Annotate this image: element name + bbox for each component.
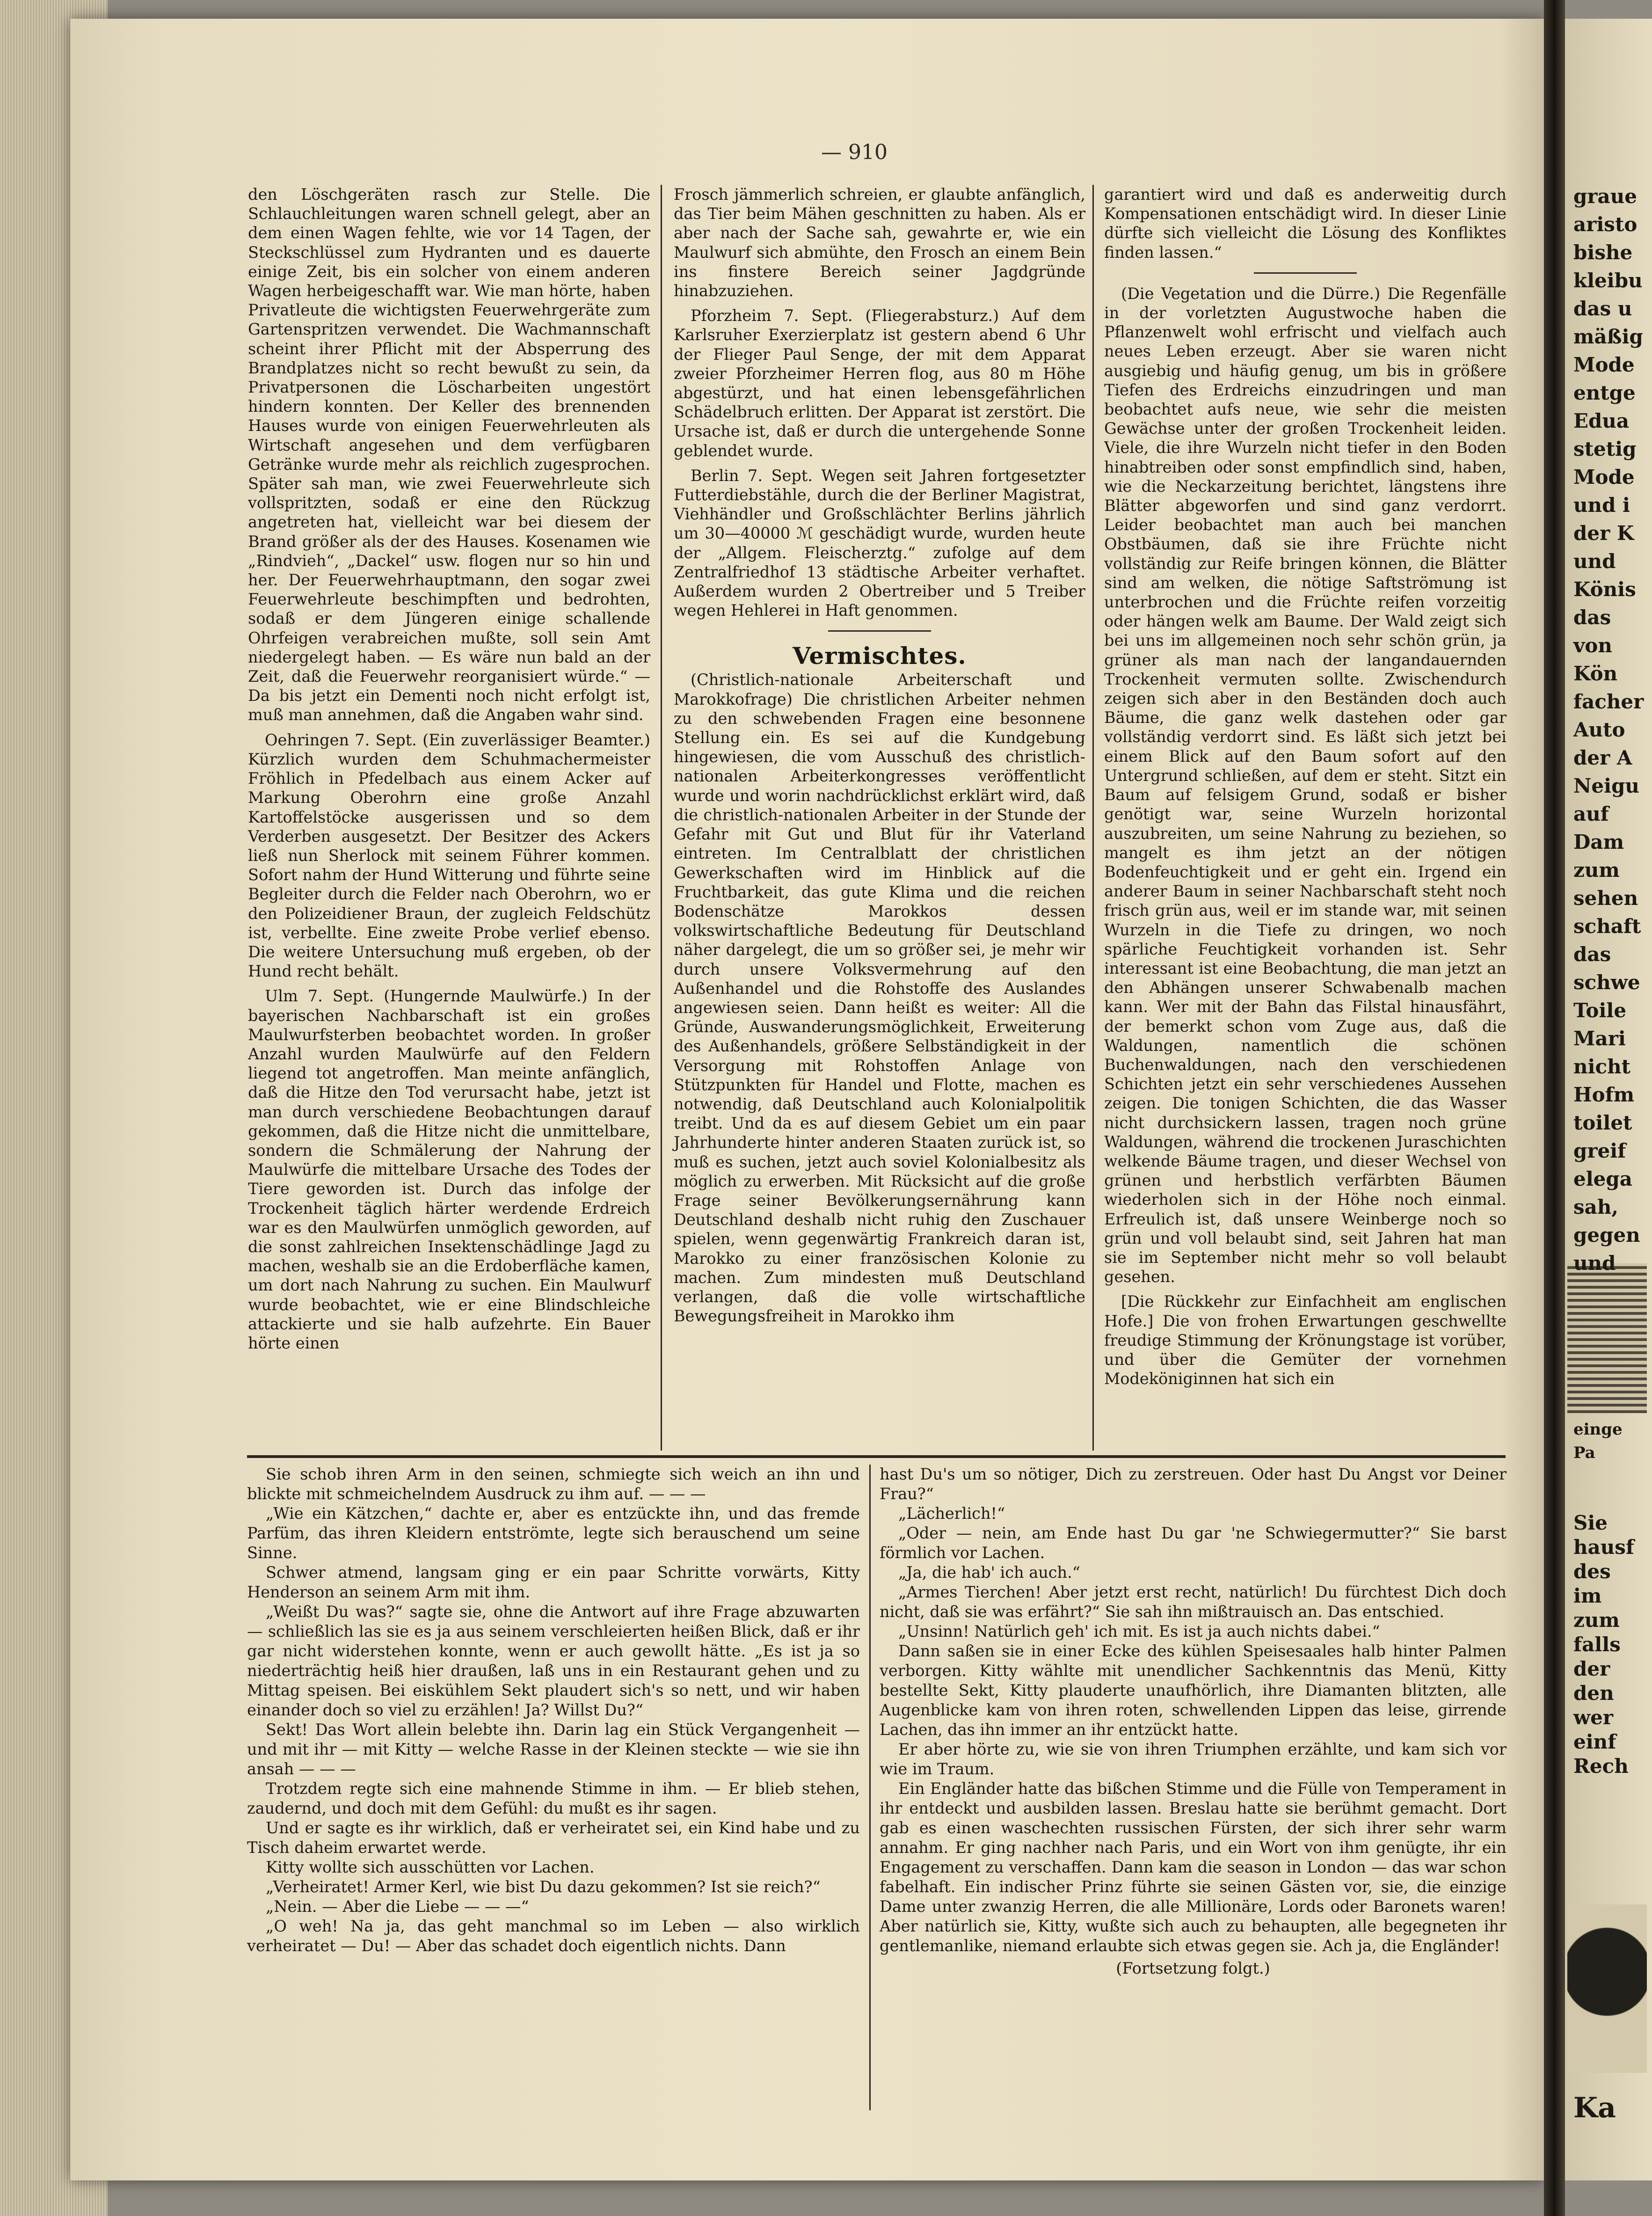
page-number: — 910	[821, 140, 888, 164]
next-page-text-fragment: zum	[1573, 1609, 1620, 1632]
next-page-text-fragment: und	[1573, 550, 1616, 573]
feuilleton-paragraph: (Fortsetzung folgt.)	[1116, 1959, 1270, 1977]
next-page-text-fragment: Mode	[1573, 466, 1635, 488]
next-page-text-fragment: sehen	[1573, 887, 1638, 910]
feuilleton-paragraph: Ein Engländer hatte das bißchen Stimme und die Fülle von Temperament in ihr entdeckt und ausbilden lassen. Breslau hatte sie berühmt gemacht. Dort gab es einen waschechten russischen Fürsten, der sich ihrer sehr warm annahm. Er ging nachher nach Paris, und ein Wort von ihm genügte, ihr ein Engagement zu verschaffen. Dann kam die season in London — das war schon fabelhaft. Ein indischer Prinz führte sie seinen Gästen vor, sie, die einzige Dame unter zwanzig Herren, die alle Millionäre, Lords oder Baronets waren! Aber natürlich sie, Kitty, wußte sich auch zu behaupten, alle begegneten ihr gentlemanlike, niemand erlaubte sich etwas gegen sie. Ach ja, die Engländer!	[880, 1779, 1506, 1955]
next-page-text-fragment: greif	[1573, 1139, 1626, 1162]
next-page-text-fragment: und i	[1573, 494, 1630, 517]
feuilleton-paragraph: „O weh! Na ja, das geht manchmal so im Leben — also wirklich verheiratet — Du! — Aber das schadet doch eigentlich nichts. Dann	[247, 1917, 860, 1955]
feuilleton-paragraph: „Unsinn! Natürlich geh' ich mit. Es ist ja auch nichts dabei.“	[898, 1622, 1380, 1640]
next-page-advert-image	[1567, 1904, 1647, 2073]
next-page-text-fragment: Hofm	[1573, 1083, 1635, 1106]
next-page-text-fragment: Toile	[1573, 999, 1627, 1022]
next-page-text-fragment: mäßig	[1573, 325, 1643, 348]
next-page-headline-fragment: Ka	[1573, 2092, 1616, 2124]
next-page-text-fragment: schwe	[1573, 971, 1640, 994]
article-english-court: [Die Rückkehr zur Einfachheit am englischen Hofe.] Die von frohen Erwartungen geschwellte freudige Stimmung der Krönungstage ist vorüber, und über die Gemüter der vornehmen Modeköniginnen hat sich ein	[1104, 1292, 1506, 1388]
article-morocco-continued: garantiert wird und daß es anderweitig durch Kompensationen entschädigt wird. In dieser Linie dürfte sich vielleicht die Lösung des Konfliktes finden lassen.“	[1104, 185, 1506, 262]
next-page-text-fragment: Auto	[1573, 718, 1625, 741]
article-berlin: Berlin 7. Sept. Wegen seit Jahren fortgesetzter Futterdiebstähle, durch die der Berliner Magistrat, Viehhändler und Großschlächter Berlins jährlich um 30—40000 ℳ geschädigt wurde, wurden heute der „Allgem. Fleischerztg.“ zufolge auf dem Zentralfriedhof 13 städtische Arbeiter verhaftet. Außerdem wurden 2 Obertreiber und 5 Treiber wegen Hehlerei in Haft genommen.	[674, 466, 1085, 620]
next-page-text-fragment: Sie	[1573, 1511, 1608, 1534]
next-page-text-fragment: den	[1573, 1682, 1614, 1705]
article-oehringen: Oehringen 7. Sept. (Ein zuverlässiger Beamter.) Kürzlich wurden dem Schuhmachermeister Fröhlich in Pfedelbach aus einem Acker auf Markung Oberohrn eine große Anzahl Kartoffelstöcke ausgerissen und so dem Verderben ausgesetzt. Der Besitzer des Ackers ließ nun Sherlock mit seinem Führer kommen. Sofort nahm der Hund Witterung und führte seine Begleiter durch die Felder nach Oberohrn, wo er den Polizeidiener Braun, der zugleich Feldschütz ist, verbellte. Eine zweite Probe verlief ebenso. Die weitere Untersuchung muß ergeben, ob der Hund recht behält.	[248, 730, 650, 981]
feuilleton-paragraph: „Ja, die hab' ich auch.“	[898, 1563, 1080, 1582]
next-page-text-fragment: toilet	[1573, 1111, 1632, 1134]
feuilleton-paragraph: „Oder — nein, am Ende hast Du gar 'ne Schwiegermutter?“ Sie barst förmlich vor Lachen.	[880, 1524, 1506, 1562]
next-page-text-fragment: wer	[1573, 1706, 1614, 1729]
next-page-text-fragment: entge	[1573, 381, 1636, 404]
next-page-text-fragment: der K	[1573, 522, 1634, 545]
next-page-text-fragment: falls	[1573, 1633, 1621, 1656]
next-page-text-fragment: Kön	[1573, 662, 1618, 685]
feuilleton-paragraph: Und er sagte es ihr wirklich, daß er verheiratet sei, ein Kind habe und zu Tisch daheim erwartet werde.	[247, 1819, 860, 1857]
book-gutter	[1544, 0, 1565, 2216]
next-page-text-fragment: aristo	[1573, 213, 1637, 236]
next-page-text-fragment: facher	[1573, 690, 1644, 713]
feuilleton-paragraph: Dann saßen sie in einer Ecke des kühlen Speisesaales halb hinter Palmen verborgen. Kitty wählte mit unendlicher Sachkenntnis das Menü, Kitty bestellte Sekt, Kitty plauderte unaufhörlich, ihre Diamanten blitzten, alle Augenblicke kam von ihren roten, schwellenden Lippen das leise, girrende Lachen, das ihn immer an ihr entzückt hatte.	[880, 1642, 1506, 1739]
next-page-text-fragment: hausf	[1573, 1536, 1634, 1559]
next-page-text-fragment: das u	[1573, 297, 1632, 320]
next-page-text-fragment: im	[1573, 1584, 1602, 1607]
next-page-text-fragment: des	[1573, 1560, 1611, 1583]
article-fire-brigade: den Löschgeräten rasch zur Stelle. Die Schlauchleitungen waren schnell gelegt, aber an dem einen Wagen fehlte, wie vor 14 Tagen, der Steckschlüssel zum Hydranten und es dauerte einige Zeit, bis ein solcher von einem anderen Wagen herbeigeschafft war. Wie man hörte, haben Privatleute die wichtigsten Feuerwehrgeräte zum Gartenspritzen verwendet. Die Wachmannschaft scheint ihrer Pflicht mit der Absperrung des Brandplatzes nicht so recht bewußt zu sein, da Privatpersonen die Löscharbeiten ungestört hindern konnten. Der Keller des brennenden Hauses wurde von einigen Feuerwehrleuten als Wirtschaft angesehen und dem verfügbaren Getränke wurde mehr als reichlich zugesprochen. Später sah man, wie zwei Feuerwehrleute sich vollspritzten, sodaß er eine den Rückzug angetreten hat, vielleicht war bei diesem der Brand größer als der des Hauses. Kosenamen wie „Rindvieh“, „Dackel“ usw. flogen nur so hin und her. Der Feuerwehrhauptmann, den sogar zwei Feuerwehrleute beschimpften und bedrohten, sodaß er dem Jüngeren einige schallende Ohrfeigen verabreichen mußte, soll sein Amt niedergelegt haben. — Es wäre nun bald an der Zeit, daß die Feuerwehr reorganisiert würde.“ — Da bis jetzt ein Dementi noch nicht erfolgt ist, muß man annehmen, daß die Angaben wahr sind.	[248, 185, 650, 724]
column-3	[1104, 185, 1506, 1388]
next-page-text-fragment: Mari	[1573, 1027, 1626, 1050]
feuilleton-rule	[247, 1455, 1506, 1458]
feuilleton-paragraph: „Verheiratet! Armer Kerl, wie bist Du dazu gekommen? Ist sie reich?“	[266, 1878, 821, 1896]
feuilleton-paragraph: „Wie ein Kätzchen,“ dachte er, aber es entzückte ihn, und das fremde Parfüm, das ihren Kleidern entströmte, legte sich berauschend um seine Sinne.	[247, 1504, 860, 1562]
article-morocco: (Christlich-nationale Arbeiterschaft und Marokkofrage) Die christlichen Arbeiter nehmen zu den schwebenden Fragen eine besonnene Stellung ein. Es sei auf die Kundgebung hingewiesen, die vom Ausschuß des christlich-nationalen Arbeiterkongresses veröffentlicht wurde und worin nachdrücklichst erklärt wird, daß die christlich-nationalen Arbeiter in der Stunde der Gefahr mit Gut und Blut für ihr Vaterland eintreten. Im Centralblatt der christlichen Gewerkschaften wird im Hinblick auf die Fruchtbarkeit, das gute Klima und die reichen Bodenschätze Marokkos dessen volkswirtschaftliche Bedeutung für Deutschland näher dargelegt, die um so größer sei, je mehr wir durch unsere Volksvermehrung auf den Außenhandel und die Rohstoffe des Auslandes angewiesen seien. Dann heißt es weiter: All die Gründe, Auswanderungsmöglichkeit, Erweiterung des Außenhandels, größere Selbständigkeit in der Versorgung mit Rohstoffen Anlage von Stützpunkten für Handel und Flotte, machen es notwendig, daß Deutschland auch Kolonialpolitik treibt. Und da es auf diesem Gebiet um ein paar Jahrhunderte hinter anderen Staaten zurück ist, so muß es suchen, jetzt auch soviel Kolonialbesitz als möglich zu erwerben. Mit Rücksicht auf die große Frage seiner Bevölkerungsernährung kann Deutschland deshalb nicht ruhig den Zuschauer spielen, wenn gegenwärtig Frankreich daran ist, Marokko zu einer französischen Kolonie zu machen. Zum mindesten muß Deutschland verlangen, daß die volle wirtschaftliche Bewegungsfreiheit in Marokko ihm	[674, 671, 1085, 1326]
next-page-text-fragment: schaft	[1573, 915, 1641, 938]
next-page-text-fragment: gegen	[1573, 1224, 1640, 1246]
feuilleton-paragraph: Sekt! Das Wort allein belebte ihn. Darin lag ein Stück Vergangenheit — und mit ihr — mit Kitty — welche Rasse in der Kleinen steckte — wie sie ihn ansah — — —	[247, 1720, 860, 1778]
article-divider	[1254, 272, 1357, 274]
feuilleton-paragraph: „Nein. — Aber die Liebe — — —“	[266, 1897, 529, 1916]
next-page-text-fragment: einf	[1573, 1730, 1616, 1753]
column-divider	[661, 185, 662, 1451]
next-page-text-fragment: von	[1573, 634, 1612, 657]
next-page-text-fragment: kleibu	[1573, 269, 1643, 292]
column-divider	[1092, 185, 1094, 1451]
feuilleton-right	[880, 1465, 1506, 1978]
next-page-text-fragment: zum	[1573, 859, 1620, 882]
next-page-illustration	[1567, 1263, 1647, 1413]
next-page-text-fragment: Edua	[1573, 409, 1630, 432]
column-1	[248, 185, 650, 1353]
next-page-text-fragment: elega	[1573, 1167, 1632, 1190]
next-page-text-fragment: das	[1573, 943, 1611, 966]
column-2	[674, 185, 1085, 1326]
article-ulm-continued: Frosch jämmerlich schreien, er glaubte anfänglich, das Tier beim Mähen geschnitten zu haben. Als er aber nach der Sache sah, gewahrte er, wie ein Maulwurf sich abmühte, den Frosch an einem Bein ins finstere Bereich seiner Jagdgründe hinabzuziehen.	[674, 185, 1085, 300]
section-divider	[828, 630, 931, 632]
feuilleton-paragraph: Kitty wollte sich ausschütten vor Lachen.	[266, 1858, 595, 1876]
next-page-text-fragment: nicht	[1573, 1055, 1631, 1078]
feuilleton-paragraph: „Armes Tierchen! Aber jetzt erst recht, natürlich! Du fürchtest Dich doch nicht, daß sie was erfährt?“ Sie sah ihn mißtrauisch an. Das entschied.	[880, 1583, 1506, 1621]
next-page-text-fragment: das	[1573, 606, 1611, 629]
feuilleton-paragraph: „Lächerlich!“	[898, 1504, 1005, 1523]
article-ulm: Ulm 7. Sept. (Hungernde Maulwürfe.) In der bayerischen Nachbarschaft ist ein großes Maulwurfsterben beobachtet worden. In großer Anzahl wurden Maulwürfe auf den Feldern liegend tot angetroffen. Man meinte anfänglich, daß die Hitze den Tod verursacht habe, jetzt ist man durch verschiedene Beobachtungen darauf gekommen, daß die Hitze nicht die unmittelbare, sondern die Schmälerung der Nahrung der Maulwürfe die mittelbare Ursache des Todes der Tiere geworden ist. Durch das infolge der Trockenheit täglich härter werdende Erdreich war es den Maulwürfen unmöglich geworden, auf die sonst zahlreichen Insektenschädlinge Jagd zu machen, weshalb sie an die Erdoberfläche kamen, um dort nach Nahrung zu suchen. Ein Maulwurf wurde beobachtet, wie er eine Blindschleiche attackierte und sie halb aufzehrte. Ein Bauer hörte einen	[248, 987, 650, 1352]
next-page-text-fragment: Dam	[1573, 831, 1624, 853]
feuilleton-paragraph: Trotzdem regte sich eine mahnende Stimme in ihm. — Er blieb stehen, zaudernd, und doch mit dem Gefühl: du mußt es ihr sagen.	[247, 1779, 860, 1817]
feuilleton-divider	[869, 1465, 871, 2110]
next-page-fragment	[1565, 19, 1652, 2180]
next-page-text-fragment: der A	[1573, 746, 1632, 769]
next-page-text-fragment: graue	[1573, 185, 1637, 208]
feuilleton-left	[247, 1465, 860, 1956]
feuilleton-paragraph: „Weißt Du was?“ sagte sie, ohne die Antwort auf ihre Frage abzuwarten — schließlich las sie es ja aus seinem verschleierten heißen Blick, daß er ihr gar nicht widerstehen konnte, wenn er auch gewollt hätte. „Es ist ja so niederträchtig heiß hier draußen, laß uns in ein Restaurant gehen und zu Mittag speisen. Bei eiskühlem Sekt plaudert sich's so nett, und wir haben einander doch so viel zu erzählen! Ja? Willst Du?“	[247, 1603, 860, 1719]
section-title-vermischtes: Vermischtes.	[793, 642, 967, 670]
next-page-text-fragment: der	[1573, 1657, 1610, 1680]
next-page-text-fragment: sah,	[1573, 1195, 1619, 1218]
next-page-text-fragment: auf	[1573, 802, 1609, 825]
feuilleton-paragraph: Sie schob ihren Arm in den seinen, schmiegte sich weich an ihn und blickte mit schmeichelndem Ausdruck zu ihm auf. — — —	[247, 1465, 860, 1503]
feuilleton-paragraph: Schwer atmend, langsam ging er ein paar Schritte vorwärts, Kitty Henderson an seinem Arm mit ihm.	[247, 1563, 860, 1601]
next-page-text-fragment: Rech	[1573, 1755, 1629, 1778]
next-page-text-fragment: Könis	[1573, 578, 1636, 601]
next-page-text-fragment: bishe	[1573, 241, 1633, 264]
feuilleton-paragraph: hast Du's um so nötiger, Dich zu zerstreuen. Oder hast Du Angst vor Deiner Frau?“	[880, 1465, 1506, 1503]
article-pforzheim: Pforzheim 7. Sept. (Fliegerabsturz.) Auf dem Karlsruher Exerzierplatz ist gestern abend 6 Uhr der Flieger Paul Senge, der mit dem Apparat zweier Pforzheimer Herren flog, aus 80 m Höhe abgestürzt, und hat einen lebensgefährlichen Schädelbruch erlitten. Der Apparat ist zerstört. Die Ursache ist, daß er durch die untergehende Sonne geblendet wurde.	[674, 306, 1085, 460]
next-page-text-fragment: und	[1573, 1252, 1616, 1275]
next-page-text-fragment: Neigu	[1573, 774, 1639, 797]
next-page-caption: einge	[1573, 1420, 1623, 1439]
article-vegetation: (Die Vegetation und die Dürre.) Die Regenfälle in der vorletzten Augustwoche haben die Pflanzenwelt wohl erfrischt und vielfach auch neues Leben erzeugt. Aber sie waren nicht ausgiebig und häufig genug, um bis in größere Tiefen des Erdreichs einzudringen und man beobachtet aufs neue, wie sehr die meisten Gewächse unter der großen Trockenheit leiden. Viele, die ihre Wurzeln nicht tiefer in den Boden hinabtreiben oder sonst empfindlich sind, haben, wie die Neckarzeitung berichtet, längstens ihre Blätter abgeworfen und sind ganz verdorrt. Leider beobachtet man auch bei manchen Obstbäumen, daß sie ihre Früchte nicht vollständig zur Reife bringen können, die Blätter sind am welken, die nötige Saftströmung ist unterbrochen und die Früchte reifen vorzeitig oder hängen welk am Baume. Der Wald zeigt sich bei uns im allgemeinen noch sehr schön grün, ja grüner als man nach der langandauernden Trockenheit vermuten sollte. Zwischendurch zeigen sich aber in den Beständen doch auch Bäume, die ganz welk dastehen oder gar vollständig verdorrt sind. Es läßt sich jetzt bei einem Blick auf den Baum sofort auf den Untergrund schließen, auf dem er steht. Sitzt ein Baum auf felsigem Grund, sodaß er bisher genötigt war, seine Wurzeln horizontal auszubreiten, um seine Nahrung zu beziehen, so mangelt es ihm jetzt an der nötigen Bodenfeuchtigkeit und er geht ein. Irgend ein anderer Baum in seiner Nachbarschaft steht noch frisch grün aus, weil er im stande war, mit seinen Wurzeln in die Tiefe zu dringen, wo noch spärliche Feuchtigkeit vorhanden ist. Sehr interessant ist eine Beobachtung, die man jetzt an den Abhängen unserer Schwabenalb machen kann. Wer mit der Bahn das Filstal hinausfährt, der bemerkt schon vom Zuge aus, daß die Waldungen, namentlich die schönen Buchenwaldungen, nach den verschiedenen Schichten jetzt ein sehr verschiedenes Aussehen zeigen. Die tonigen Schichten, die das Wasser nicht durchsickern lassen, tragen noch grüne Waldungen, während die trockenen Juraschichten welkende Bäume tragen, und dieser Wechsel von grünen und herbstlich verfärbten Bäumen wiederholen sich in der Höhe noch einmal. Erfreulich ist, daß unsere Weinberge noch so grün und voll belaubt sind, seit Jahren hat man sie im September nicht mehr so voll belaubt gesehen.	[1104, 284, 1506, 1286]
feuilleton-paragraph: Er aber hörte zu, wie sie von ihren Triumphen erzählte, und kam sich vor wie im Traum.	[880, 1740, 1506, 1778]
next-page-caption: Pa	[1573, 1443, 1595, 1462]
next-page-text-fragment: stetig	[1573, 437, 1637, 460]
next-page-text-fragment: Mode	[1573, 353, 1635, 376]
